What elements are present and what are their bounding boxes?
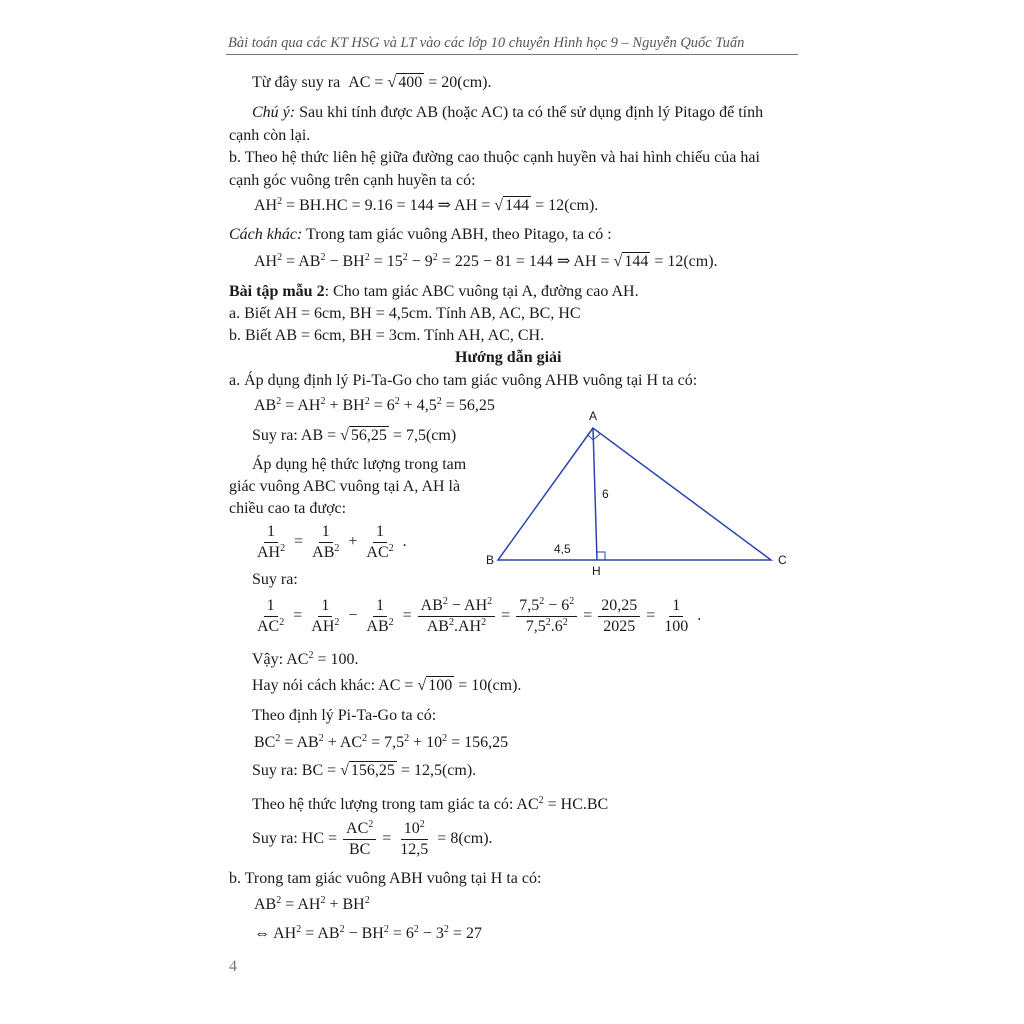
eq-hc-result: Suy ra: HC = $\frac{AC^2}{BC}$ = $\frac{10^2}{12,5}$ = 8(cm). — [252, 819, 493, 858]
note-line: Chú ý: Sau khi tính được AB (hoặc AC) ta có thể sử dụng định lý Pitago để tính — [252, 104, 764, 121]
eq-ab-squared: $AB^2 = AH^2 + BH^2 = 6^2 + 4,5^2 = 56,25$ — [254, 396, 495, 414]
label-c: C — [778, 553, 787, 567]
label-b: B — [486, 553, 495, 567]
right-angle-mark-h — [597, 552, 605, 560]
exercise-part-b: b. Biết AB = 6cm, BH = 3cm. Tính AH, AC, CH. — [229, 327, 545, 344]
exercise-title: Bài tập mẫu 2: Cho tam giác ABC vuông tại A, đường cao AH. — [229, 283, 639, 300]
eq-ab-pitago-b: $AB^2 = AH^2 + BH^2$ — [254, 895, 370, 913]
label-a: A — [589, 409, 598, 423]
suy-ra-label: Suy ra: — [252, 571, 298, 588]
solution-part-b: b. Trong tam giác vuông ABH vuông tại H ta có: — [229, 870, 542, 887]
eq-reciprocal-ac: $\frac{1}{AC^2}$ = $\frac{1}{AH^2}$ − $\frac{1}{AB^2}$ = $\frac{AB^2 - AH^2}{AB^2.AH^2}$ = $\frac{7,5^2 - 6^2}{7,5^2.6^2}$ = $\frac{20,25}{2025}$ = $\frac{1}{100}$ . — [257, 596, 702, 635]
eq-pitago-alt: $AH^2 = AB^2 - BH^2 = 15^2 - 9^2 = 225 - 81 = 144$ ⇒ AH = √ 144 = 12(cm). — [254, 252, 718, 270]
para-line-2: giác vuông ABC vuông tại A, AH là — [229, 478, 461, 495]
running-header: Bài toán qua các KT HSG và LT vào các lớp 10 chuyên Hình học 9 – Nguyễn Quốc Tuấn — [228, 35, 745, 51]
alt-method-line: Cách khác: Trong tam giác vuông ABH, theo Pitago, ta có : — [229, 226, 612, 243]
eq-ab-result: Suy ra: AB = √ 56,25 = 7,5(cm) — [252, 427, 457, 444]
header-rule — [226, 54, 798, 55]
line-ac-result: Từ đây suy ra AC = √ 400 = 20(cm). — [252, 74, 492, 91]
pitago-intro: Theo định lý Pi-Ta-Go ta có: — [252, 707, 437, 724]
label-h: H — [592, 564, 601, 578]
eq-ah-squared-b: ⇔ $AH^2 = AB^2 - BH^2 = 6^2 - 3^2 = 27$ — [254, 924, 482, 942]
label-ah-length: 6 — [602, 487, 609, 501]
altitude-ah — [593, 428, 597, 560]
para-line-3: chiều cao ta được: — [229, 500, 347, 517]
eq-bc-squared: $BC^2 = AB^2 + AC^2 = 7,5^2 + 10^2 = 156,25$ — [254, 733, 509, 751]
label-bh-length: 4,5 — [554, 542, 571, 556]
eq-bc-result: Suy ra: BC = √ 156,25 = 12,5(cm). — [252, 762, 477, 779]
part-b-line: b. Theo hệ thức liên hệ giữa đường cao thuộc cạnh huyền và hai hình chiếu của hai — [229, 149, 760, 166]
part-b-line-2: cạnh góc vuông trên cạnh huyền ta có: — [229, 172, 476, 189]
eq-reciprocal-sum: $\frac{1}{AH^2}$ = $\frac{1}{AB^2}$ + $\frac{1}{AC^2}$ . — [257, 523, 407, 561]
para-line-1: Áp dụng hệ thức lượng trong tam — [252, 456, 467, 473]
eq-ac-hc-bc: Theo hệ thức lượng trong tam giác ta có: $AC^2 = HC.BC$ — [252, 795, 609, 813]
triangle-abc — [498, 428, 771, 560]
solution-heading: Hướng dẫn giải — [455, 349, 562, 366]
exercise-part-a: a. Biết AH = 6cm, BH = 4,5cm. Tính AB, AC, BC, HC — [229, 305, 581, 322]
eq-ac-squared: Vậy: $AC^2 = 100$. — [252, 650, 359, 668]
triangle-figure — [480, 400, 800, 580]
page-number: 4 — [229, 958, 237, 975]
eq-ah-bh-hc: $AH^2 = BH.HC = 9.16 = 144$ ⇒ AH = √ 144 = 12(cm). — [254, 196, 599, 214]
note-line-2: cạnh còn lại. — [229, 127, 311, 144]
solution-part-a: a. Áp dụng định lý Pi-Ta-Go cho tam giác vuông AHB vuông tại H ta có: — [229, 372, 698, 389]
eq-ac-result: Hay nói cách khác: AC = √ 100 = 10(cm). — [252, 677, 522, 694]
